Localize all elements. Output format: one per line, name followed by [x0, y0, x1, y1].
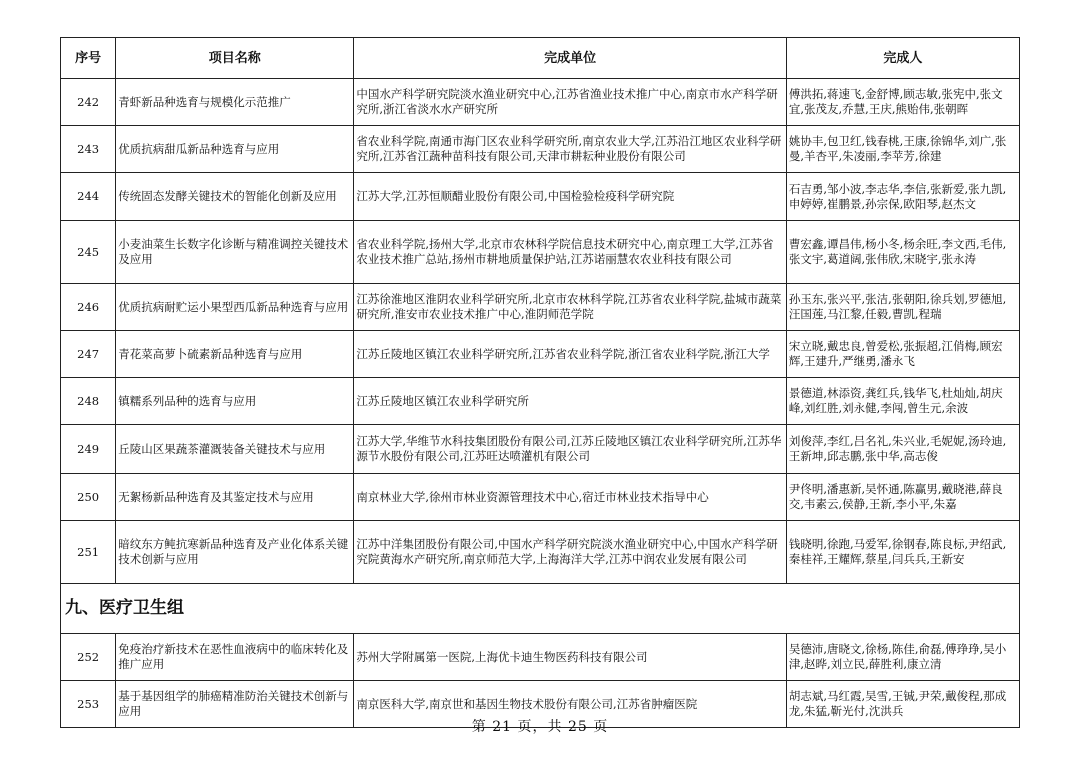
completion-people: 钱晓明,徐跑,马爱军,徐钢春,陈良标,尹绍武,秦桂祥,王耀辉,蔡星,闫兵兵,王新安: [786, 521, 1019, 584]
table-row: [61, 331, 1020, 378]
table-row: [61, 425, 1020, 474]
completion-people: 姚协丰,包卫红,钱春桃,王康,徐锦华,刘广,张曼,羊杏平,朱凌丽,李苹芳,徐建: [786, 126, 1019, 173]
group-heading-row: [61, 584, 1020, 634]
project-name: 优质抗病耐贮运小果型西瓜新品种选育与应用: [116, 284, 354, 331]
table-row: [61, 79, 1020, 126]
completion-people: 胡志斌,马红霞,吴雪,王铖,尹荣,戴俊程,那成龙,朱猛,靳光付,沈洪兵: [786, 681, 1019, 728]
completion-unit: 江苏大学,江苏恒顺醋业股份有限公司,中国检验检疫科学研究院: [354, 173, 786, 221]
project-name: 优质抗病甜瓜新品种选育与应用: [116, 126, 354, 173]
completion-people: 石吉勇,邹小波,李志华,李信,张新爱,张九凯,申婷婷,崔鹏景,孙宗保,欧阳琴,赵杰文: [786, 173, 1019, 221]
completion-people: 尹佟明,潘惠新,吴怀通,陈赢男,戴晓港,薛良交,韦素云,侯静,王新,李小平,朱嘉: [786, 474, 1019, 521]
project-name: 青虾新品种选育与规模化示范推广: [116, 79, 354, 126]
completion-unit: 苏州大学附属第一医院,上海优卡迪生物医药科技有限公司: [354, 634, 786, 681]
completion-people: 傅洪拓,蒋速飞,金舒博,顾志敏,张宪中,张文宜,张茂友,乔慧,王庆,熊贻伟,张朝晖: [786, 79, 1019, 126]
completion-unit: 省农业科学院,扬州大学,北京市农林科学院信息技术研究中心,南京理工大学,江苏省农业技术推广总站,扬州市耕地质量保护站,江苏诺丽慧农农业科技有限公司: [354, 221, 786, 284]
table-row: [61, 173, 1020, 221]
completion-unit: 省农业科学院,南通市海门区农业科学研究所,南京农业大学,江苏沿江地区农业科学研究所,江苏省江蔬种苗科技有限公司,天津市耕耘种业股份有限公司: [354, 126, 786, 173]
row-number: 245: [61, 221, 116, 284]
completion-unit: 中国水产科学研究院淡水渔业研究中心,江苏省渔业技术推广中心,南京市水产科学研究所,浙江省淡水水产研究所: [354, 79, 786, 126]
completion-unit: 江苏丘陵地区镇江农业科学研究所: [354, 378, 786, 425]
table-row: [61, 284, 1020, 331]
row-number: 252: [61, 634, 116, 681]
project-name: 基于基因组学的肺癌精准防治关键技术创新与应用: [116, 681, 354, 728]
row-number: 246: [61, 284, 116, 331]
completion-unit: 南京林业大学,徐州市林业资源管理技术中心,宿迁市林业技术指导中心: [354, 474, 786, 521]
page-footer: 第 21 页，共 25 页: [471, 719, 609, 735]
table-row: [61, 221, 1020, 284]
header-no: 序号: [61, 38, 116, 79]
header-project: 项目名称: [116, 38, 354, 79]
row-number: 251: [61, 521, 116, 584]
project-name: 无絮杨新品种选育及其鉴定技术与应用: [116, 474, 354, 521]
completion-people: 孙玉东,张兴平,张洁,张朝阳,徐兵划,罗德旭,汪国莲,马江黎,任毅,曹凯,程瑞: [786, 284, 1019, 331]
project-name: 镇糯系列品种的选育与应用: [116, 378, 354, 425]
completion-people: 吴德沛,唐晓文,徐杨,陈佳,俞磊,傅琤琤,吴小津,赵晔,刘立民,薛胜利,康立清: [786, 634, 1019, 681]
table-row: [61, 634, 1020, 681]
awards-table: [60, 37, 1020, 728]
completion-unit: 江苏中洋集团股份有限公司,中国水产科学研究院淡水渔业研究中心,中国水产科学研究院黄海水产研究所,南京师范大学,上海海洋大学,江苏中润农业发展有限公司: [354, 521, 786, 584]
completion-unit: 江苏大学,华维节水科技集团股份有限公司,江苏丘陵地区镇江农业科学研究所,江苏华源节水股份有限公司,江苏旺达喷灌机有限公司: [354, 425, 786, 474]
header-people: 完成人: [786, 38, 1019, 79]
completion-unit: 江苏丘陵地区镇江农业科学研究所,江苏省农业科学院,浙江省农业科学院,浙江大学: [354, 331, 786, 378]
row-number: 250: [61, 474, 116, 521]
header-unit: 完成单位: [354, 38, 786, 79]
completion-unit: 南京医科大学,南京世和基因生物技术股份有限公司,江苏省肿瘤医院: [354, 681, 786, 728]
table-row: [61, 521, 1020, 584]
row-number: 243: [61, 126, 116, 173]
project-name: 青花菜高萝卜硫素新品种选育与应用: [116, 331, 354, 378]
completion-unit: 江苏徐淮地区淮阴农业科学研究所,北京市农林科学院,江苏省农业科学院,盐城市蔬菜研究所,淮安市农业技术推广中心,淮阴师范学院: [354, 284, 786, 331]
project-name: 暗纹东方鲀抗寒新品种选育及产业化体系关键技术创新与应用: [116, 521, 354, 584]
completion-people: 景德道,林添资,龚红兵,钱华飞,杜灿灿,胡庆峰,刘红胜,刘永健,李闯,曾生元,余波: [786, 378, 1019, 425]
completion-people: 宋立晓,戴忠良,曾爱松,张振超,江俏梅,顾宏辉,王建升,严继勇,潘永飞: [786, 331, 1019, 378]
row-number: 253: [61, 681, 116, 728]
row-number: 247: [61, 331, 116, 378]
completion-people: 曹宏鑫,谭昌伟,杨小冬,杨余旺,李文西,毛伟,张文宇,葛道阔,张伟欣,宋晓宇,张永涛: [786, 221, 1019, 284]
project-name: 免疫治疗新技术在恶性血液病中的临床转化及推广应用: [116, 634, 354, 681]
row-number: 248: [61, 378, 116, 425]
project-name: 小麦油菜生长数字化诊断与精准调控关键技术及应用: [116, 221, 354, 284]
table-row: [61, 126, 1020, 173]
row-number: 242: [61, 79, 116, 126]
project-name: 传统固态发酵关键技术的智能化创新及应用: [116, 173, 354, 221]
table-row: [61, 474, 1020, 521]
table-header-row: [61, 38, 1020, 79]
group-title: 九、医疗卫生组: [61, 584, 1020, 634]
project-name: 丘陵山区果蔬茶灌溉装备关键技术与应用: [116, 425, 354, 474]
table-row: [61, 378, 1020, 425]
row-number: 249: [61, 425, 116, 474]
row-number: 244: [61, 173, 116, 221]
completion-people: 刘俊萍,李红,吕名礼,朱兴业,毛妮妮,汤玲迪,王新坤,邱志鹏,张中华,高志俊: [786, 425, 1019, 474]
